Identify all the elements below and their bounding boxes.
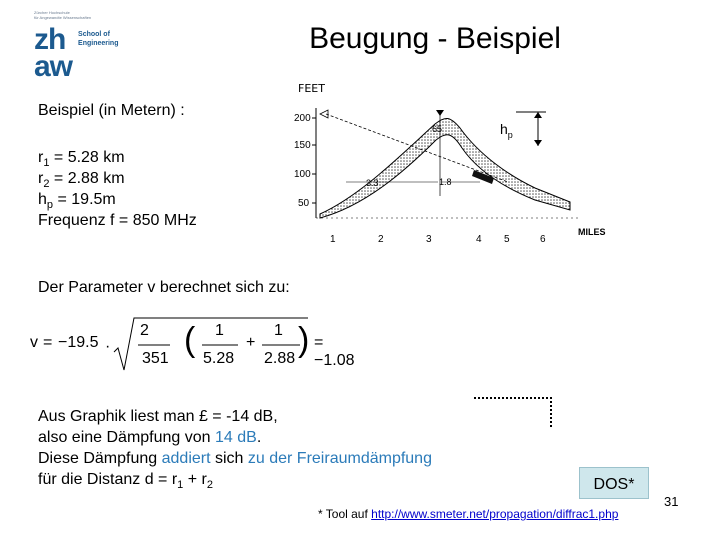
page-title: Beugung - Beispiel [309,22,561,55]
footnote [318,507,618,521]
formula-result: = −1.08 [314,334,355,369]
logo-zh: zh [34,23,66,56]
diffraction-figure [280,76,610,261]
x-label-4: 4 [476,234,482,245]
formula-num3: 1 [274,322,283,339]
line4-sub-1: 1 [177,479,184,491]
x-label-2: 2 [378,234,384,245]
param-frequency: Frequenz f = 850 MHz [38,212,197,229]
hp-arrow-down [534,140,542,146]
formula-v: v [30,334,38,351]
hp-arrow-up [534,112,542,118]
r1-base: r [38,149,44,166]
line-of-sight [326,114,508,182]
conclusion-line-3 [38,448,432,469]
obstacle-arrow [436,110,444,116]
miles-label: MILES [578,227,606,237]
logo-small-text-2: für Angewandte Wissenschaften [34,15,92,20]
logo-school-2: Engineering [78,40,119,47]
line2-accent: 14 dB [215,429,257,446]
r2-sub: 2 [43,178,50,190]
formula-dot: · [105,338,111,355]
formula-den1: 351 [142,350,169,367]
line4-sub-2: 2 [206,479,213,491]
hp-label [500,121,513,140]
left-paren: ( [184,321,196,359]
y-label-100: 100 [294,169,311,180]
formula-num2: 1 [215,322,224,339]
formula-equals: = [43,334,53,351]
formula-den3: 2.88 [264,350,296,367]
page-number: 31 [664,494,679,509]
logo-aw: aw [34,50,73,83]
line3-mid: sich [210,450,248,467]
hp-value: = 19.5m [53,191,116,208]
line4-mid: + r [183,471,207,488]
formula-den2: 5.28 [203,350,235,367]
x-label-3: 3 [426,234,432,245]
y-label-150: 150 [294,140,311,151]
right-paren: ) [298,321,310,359]
footnote-prefix: * Tool auf [318,507,372,521]
x-label-1: 1 [330,234,336,245]
dist-label-2: 1.8 [439,177,452,187]
angle-label: 65 [432,124,443,134]
formula-coef: −19.5 [58,334,99,351]
line3-pre: Diese Dämpfung [38,450,162,467]
r2-value: = 2.88 km [49,170,125,187]
formula-plus: + [246,334,256,351]
r2-base: r [38,170,44,187]
conclusion-line-4 [38,469,213,496]
conclusion-line-1: Aus Graphik liest man £ = -14 dB, [38,408,278,425]
y-label-200: 200 [294,113,311,124]
hp-label-base: h [500,121,508,137]
r1-value: = 5.28 km [49,149,125,166]
conclusion-line-2 [38,427,261,448]
r1-sub: 1 [43,157,50,169]
dist-label-1: 3.3 [366,178,379,188]
dotted-frame [474,397,552,427]
line2-pre: also eine Dämpfung von [38,429,215,446]
line3-accent-2: zu der Freiraumdämpfung [247,450,432,467]
line2-post: . [256,429,262,446]
y-label-50: 50 [298,198,310,209]
example-heading: Beispiel (in Metern) : [38,102,185,119]
line4-pre: für die Distanz d = r [38,471,178,488]
dos-button[interactable] [579,467,649,499]
x-label-5: 5 [504,234,510,245]
hp-sub: p [46,199,54,211]
logo-school-1: School of [78,31,110,38]
logo-small-text-1: Zürcher Hochschule [34,10,70,15]
param-sentence: Der Parameter v berechnet sich zu: [38,279,290,296]
zhaw-logo [34,10,142,84]
hp-label-sub: p [507,130,513,140]
dos-button-label: DOS* [593,476,635,493]
formula-num1: 2 [140,322,149,339]
feet-label: FEET [298,82,325,95]
footnote-link[interactable]: http://www.smeter.net/propagation/diffrac1.php [371,507,619,521]
x-label-6: 6 [540,234,546,245]
terrain-hill [320,118,570,218]
hp-base: h [38,191,47,208]
line3-accent-1: addiert [161,450,211,467]
